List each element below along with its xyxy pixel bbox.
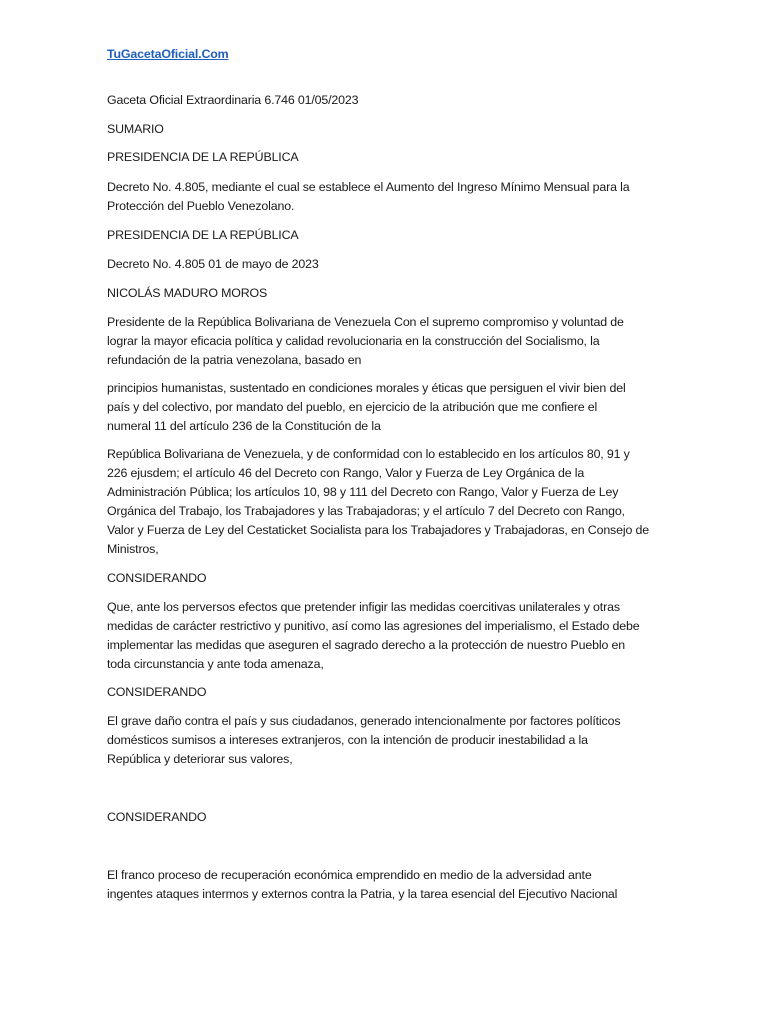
considerando-paragraph-line: El franco proceso de recuperación económica emprendido en medio de la adversidad ante	[107, 868, 592, 882]
considerando-paragraph-line: ingentes ataques intermos y externos contra la Patria, y la tarea esencial del Ejecutivo Nacional	[107, 887, 618, 901]
considerando-heading: CONSIDERANDO	[107, 571, 207, 585]
intro-line: Administración Pública; los artículos 10, 98 y 111 del Decreto con Rango, Valor y Fuerza de Ley	[107, 485, 619, 499]
intro-line: país y del colectivo, por mandato del pueblo, en ejercicio de la atribución que me confiere el	[107, 400, 598, 414]
considerando-paragraph-line: República y deteriorar sus valores,	[107, 752, 293, 766]
intro-line: Orgánica del Trabajo, los Trabajadores y las Trabajadoras; y el artículo 7 del Decreto con Rango,	[107, 504, 625, 518]
intro-line: refundación de la patria venezolana, basado en	[107, 353, 362, 367]
considerando-paragraph-line: implementar las medidas que aseguren el sagrado derecho a la protección de nuestro Pueblo en	[107, 638, 625, 652]
presidencia-heading-1: PRESIDENCIA DE LA REPÚBLICA	[107, 150, 299, 164]
considerando-paragraph-line: domésticos sumisos a intereses extranjeros, con la intención de producir inestabilidad a la	[107, 733, 588, 747]
considerando-heading: CONSIDERANDO	[107, 810, 207, 824]
considerando-paragraph-line: El grave daño contra el país y sus ciudadanos, generado intencionalmente por factores políticos	[107, 714, 621, 728]
president-name: NICOLÁS MADURO MOROS	[107, 286, 268, 300]
intro-line: República Bolivariana de Venezuela, y de conformidad con lo establecido en los artículos 80, 91 y	[107, 447, 630, 461]
summary-decree-line: Decreto No. 4.805, mediante el cual se establece el Aumento del Ingreso Mínimo Mensual para la	[107, 180, 630, 194]
sumario-heading: SUMARIO	[107, 122, 164, 136]
site-link[interactable]: TuGacetaOficial.Com	[107, 47, 229, 61]
decree-date: Decreto No. 4.805 01 de mayo de 2023	[107, 257, 319, 271]
summary-decree-line: Protección del Pueblo Venezolano.	[107, 199, 295, 213]
intro-line: Presidente de la República Bolivariana de Venezuela Con el supremo compromiso y voluntad de	[107, 315, 624, 329]
considerando-paragraph-line: toda circunstancia y ante toda amenaza,	[107, 657, 324, 671]
intro-line: lograr la mayor eficacia política y calidad revolucionaria en la construcción del Socialismo, la	[107, 334, 600, 348]
considerando-heading: CONSIDERANDO	[107, 685, 207, 699]
intro-line: numeral 11 del artículo 236 de la Constitución de la	[107, 419, 381, 433]
intro-line: principios humanistas, sustentado en condiciones morales y éticas que persiguen el vivir bien del	[107, 381, 626, 395]
gazette-title: Gaceta Oficial Extraordinaria 6.746 01/05/2023	[107, 93, 359, 107]
presidencia-heading-2: PRESIDENCIA DE LA REPÚBLICA	[107, 228, 299, 242]
intro-line: Ministros,	[107, 542, 159, 556]
intro-line: Valor y Fuerza de Ley del Cestaticket Socialista para los Trabajadores y Trabajadoras, en Consejo de	[107, 523, 649, 537]
intro-line: 226 ejusdem; el artículo 46 del Decreto con Rango, Valor y Fuerza de Ley Orgánica de la	[107, 466, 585, 480]
considerando-paragraph-line: medidas de carácter restrictivo y punitivo, así como las agresiones del imperialismo, el Estado debe	[107, 619, 640, 633]
considerando-paragraph-line: Que, ante los perversos efectos que pretender infigir las medidas coercitivas unilaterales y otras	[107, 600, 620, 614]
